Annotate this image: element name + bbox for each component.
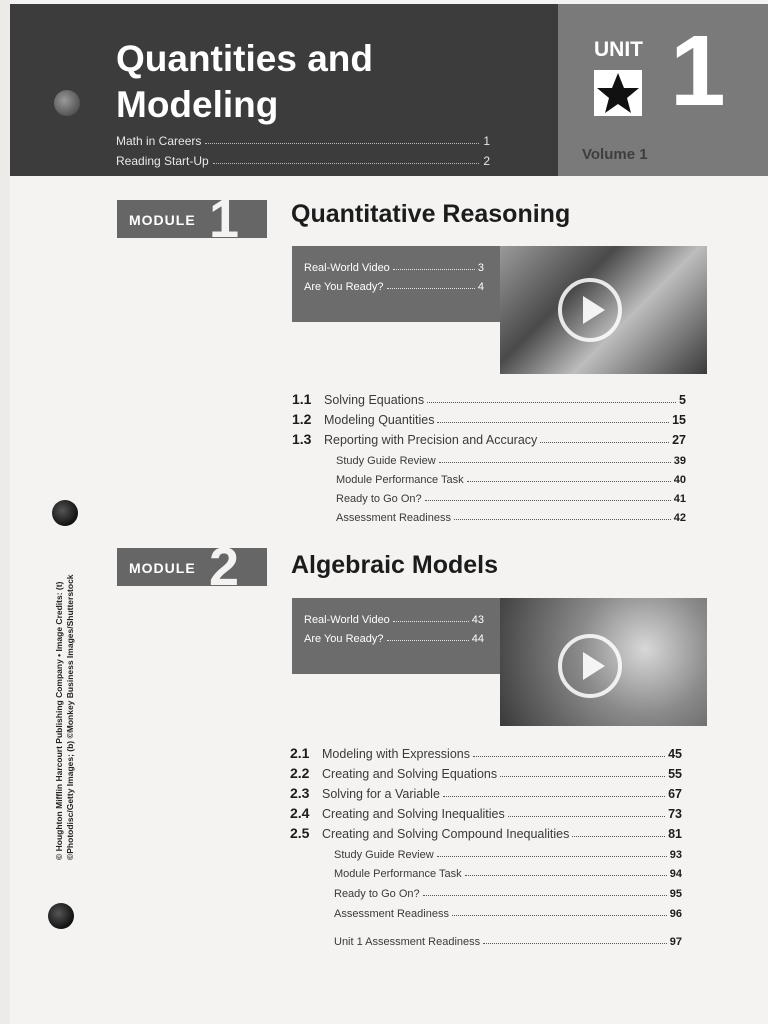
entry-title: Real-World Video — [304, 614, 390, 626]
lesson-page: 67 — [668, 787, 682, 801]
dot-leader — [467, 481, 671, 482]
module-1-badge — [117, 189, 267, 249]
lesson-title: Creating and Solving Compound Inequalities — [322, 827, 570, 841]
extra-page: 95 — [669, 888, 682, 900]
entry-page: 44 — [471, 633, 484, 645]
panel-entry[interactable] — [304, 608, 484, 626]
extra-title: Unit 1 Assessment Readiness — [334, 936, 481, 948]
extra-title: Study Guide Review — [336, 455, 436, 467]
play-triangle — [583, 652, 605, 680]
entry-title: Reading Start-Up — [116, 154, 209, 168]
entry-page: 3 — [477, 262, 484, 274]
lesson-page: 5 — [679, 393, 686, 407]
dot-leader — [483, 943, 667, 944]
unit-number: 1 — [670, 15, 726, 127]
lesson-row[interactable] — [290, 803, 682, 821]
dot-leader — [500, 776, 665, 777]
extra-title: Ready to Go On? — [334, 888, 420, 900]
extra-row[interactable] — [336, 449, 686, 467]
extra-page: 96 — [669, 908, 682, 920]
lesson-title: Solving for a Variable — [322, 787, 440, 801]
extra-row[interactable] — [334, 862, 682, 880]
entry-title: Are You Ready? — [304, 633, 384, 645]
lesson-row[interactable] — [292, 389, 686, 407]
extra-title: Assessment Readiness — [336, 512, 451, 524]
unit-title-line2: Modeling — [116, 84, 279, 125]
lesson-row[interactable] — [292, 429, 686, 447]
dot-leader — [508, 816, 665, 817]
lesson-row[interactable] — [290, 763, 682, 781]
binder-hole — [48, 903, 74, 929]
lesson-number: 1.2 — [292, 411, 312, 427]
dot-leader — [387, 288, 475, 289]
dot-leader — [213, 163, 480, 164]
extra-page: 93 — [669, 849, 682, 861]
lesson-number: 1.1 — [292, 391, 312, 407]
unit-toc-entry[interactable] — [116, 150, 490, 168]
lesson-number: 2.4 — [290, 805, 310, 821]
lesson-title: Creating and Solving Equations — [322, 767, 498, 781]
panel-entry[interactable] — [304, 627, 484, 645]
extra-title: Study Guide Review — [334, 849, 434, 861]
lesson-number: 2.2 — [290, 765, 310, 781]
lesson-row[interactable] — [292, 409, 686, 427]
image-credits — [54, 560, 76, 860]
extra-row[interactable] — [336, 468, 686, 486]
entry-page: 4 — [477, 281, 484, 293]
play-icon[interactable] — [558, 634, 622, 698]
extra-title: Ready to Go On? — [336, 493, 422, 505]
module-2-badge — [117, 537, 267, 597]
dot-leader — [425, 500, 671, 501]
lesson-number: 2.3 — [290, 785, 310, 801]
binder-hole — [54, 90, 80, 116]
lesson-page: 27 — [672, 433, 686, 447]
extra-title: Assessment Readiness — [334, 908, 449, 920]
star-icon — [594, 70, 642, 116]
dot-leader — [443, 796, 665, 797]
extra-row[interactable] — [336, 506, 686, 524]
lesson-page: 45 — [668, 747, 682, 761]
lesson-page: 55 — [668, 767, 682, 781]
dot-leader — [393, 269, 475, 270]
unit-title — [116, 36, 546, 128]
module-label: MODULE — [129, 560, 196, 576]
dot-leader — [465, 875, 667, 876]
dot-leader — [387, 640, 469, 641]
extra-page: 41 — [673, 493, 686, 505]
binder-hole — [52, 500, 78, 526]
dot-leader — [452, 915, 667, 916]
module-label: MODULE — [129, 212, 196, 228]
module-2-title: Algebraic Models — [291, 551, 498, 579]
play-icon[interactable] — [558, 278, 622, 342]
dot-leader — [439, 462, 671, 463]
unit-toc-entry[interactable] — [116, 130, 490, 148]
entry-page: 1 — [483, 134, 490, 148]
dot-leader — [437, 856, 667, 857]
unit-title-line1: Quantities and — [116, 38, 373, 79]
extra-row[interactable] — [334, 843, 682, 861]
entry-title: Real-World Video — [304, 262, 390, 274]
lesson-title: Modeling Quantities — [324, 413, 435, 427]
dot-leader — [205, 143, 479, 144]
dot-leader — [393, 621, 469, 622]
lesson-row[interactable] — [290, 783, 682, 801]
dot-leader — [572, 836, 665, 837]
entry-title: Math in Careers — [116, 134, 202, 148]
lesson-row[interactable] — [290, 823, 682, 841]
lesson-page: 15 — [672, 413, 686, 427]
extra-page: 42 — [673, 512, 686, 524]
lesson-title: Creating and Solving Inequalities — [322, 807, 505, 821]
panel-entry[interactable] — [304, 256, 484, 274]
dot-leader — [427, 402, 676, 403]
lesson-number: 1.3 — [292, 431, 312, 447]
extra-row[interactable] — [334, 902, 682, 920]
lesson-title: Solving Equations — [324, 393, 425, 407]
module-number: 2 — [209, 537, 240, 597]
module-number: 1 — [209, 189, 240, 249]
volume-label: Volume 1 — [582, 146, 648, 163]
module-2-panel — [292, 598, 500, 674]
dot-leader — [423, 895, 667, 896]
extra-row[interactable] — [336, 487, 686, 505]
dot-leader — [540, 442, 669, 443]
lesson-page: 81 — [668, 827, 682, 841]
extra-page: 97 — [669, 936, 682, 948]
unit-assessment-row[interactable] — [334, 930, 682, 948]
entry-title: Are You Ready? — [304, 281, 384, 293]
entry-page: 43 — [471, 614, 484, 626]
extra-page: 40 — [673, 474, 686, 486]
lesson-number: 2.1 — [290, 745, 310, 761]
play-triangle — [583, 296, 605, 324]
module-2-video-thumbnail[interactable] — [500, 598, 707, 726]
textbook-page — [10, 0, 768, 1024]
lesson-title: Reporting with Precision and Accuracy — [324, 433, 538, 447]
lesson-title: Modeling with Expressions — [322, 747, 470, 761]
lesson-page: 73 — [668, 807, 682, 821]
module-1-video-thumbnail[interactable] — [500, 246, 707, 374]
dot-leader — [437, 422, 669, 423]
extra-page: 94 — [669, 868, 682, 880]
module-1-panel — [292, 246, 500, 322]
extra-title: Module Performance Task — [336, 474, 464, 486]
dot-leader — [454, 519, 671, 520]
module-1-title: Quantitative Reasoning — [291, 200, 571, 228]
unit-label: UNIT — [594, 38, 643, 61]
extra-page: 39 — [673, 455, 686, 467]
extra-title: Module Performance Task — [334, 868, 462, 880]
extra-row[interactable] — [334, 882, 682, 900]
lesson-number: 2.5 — [290, 825, 310, 841]
credit-line1: © Houghton Mifflin Harcourt Publishing Company • Image Credits: (t) — [54, 581, 64, 860]
dot-leader — [473, 756, 665, 757]
lesson-row[interactable] — [290, 743, 682, 761]
credit-line2: ©Photodisc/Getty Images; (b) ©Monkey Business Images/Shutterstock — [65, 574, 75, 860]
panel-entry[interactable] — [304, 275, 484, 293]
entry-page: 2 — [483, 154, 490, 168]
